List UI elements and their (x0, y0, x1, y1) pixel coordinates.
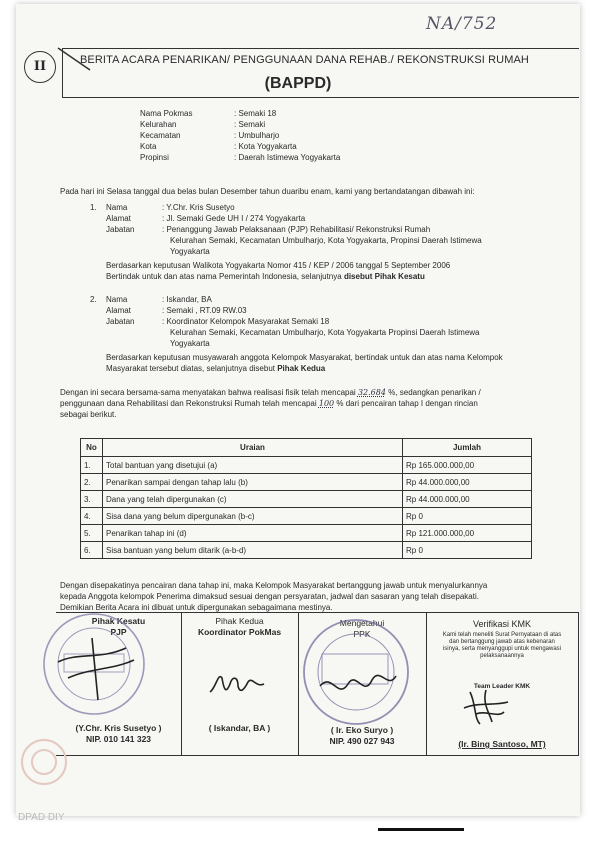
document-title-abbrev: (BAPPD) (264, 75, 332, 92)
column-header: No (81, 439, 103, 457)
statement-line: sebagai berikut. (60, 410, 117, 419)
column-header: Jumlah (403, 439, 532, 457)
identity-value: : Semaki 18 (234, 109, 277, 118)
row-description: Dana yang telah dipergunakan (c) (103, 491, 403, 508)
signatory-name: ( Ir. Eko Suryo ) (330, 725, 394, 735)
signature-role: Pihak Kesatu (91, 616, 146, 626)
document-page (16, 4, 580, 823)
table-row (81, 491, 532, 508)
row-number: 2. (81, 474, 103, 491)
identity-label: Kecamatan (140, 131, 181, 140)
row-number: 5. (81, 525, 103, 542)
identity-value: : Semaki (234, 120, 266, 129)
section-number: II (24, 51, 56, 83)
handwritten-value: 32.684 (357, 388, 386, 397)
party-basis: Berdasarkan keputusan Walikota Yogyakarta Nomor 415 / KEP / 2006 tanggal 5 September 2006 (106, 261, 451, 270)
row-number: 4. (81, 508, 103, 525)
party-number: 1. (90, 203, 97, 212)
kmk-team-leader-label: Team Leader KMK (473, 683, 531, 690)
table-row (81, 508, 532, 525)
signature-iskandar-icon (204, 664, 284, 704)
signature-sub-role: PPK (353, 629, 371, 639)
party-label: Jabatan (106, 317, 135, 326)
row-description: Penarikan tahap ini (d) (103, 525, 403, 542)
row-amount: Rp 44.000.000,00 (403, 491, 532, 508)
row-description: Total bantuan yang disetujui (a) (103, 457, 403, 474)
signatory-name: (Y.Chr. Kris Susetyo ) (75, 723, 162, 733)
party-value: : Jl. Semaki Gede UH I / 274 Yogyakarta (162, 214, 306, 223)
signatory-id: NIP. 490 027 943 (329, 736, 395, 746)
row-amount: Rp 0 (403, 542, 532, 559)
watermark-text: DPAD DIY (18, 812, 65, 823)
table-row (81, 525, 532, 542)
identity-value: : Daerah Istimewa Yogyakarta (234, 153, 341, 162)
row-amount: Rp 44.000.000,00 (403, 474, 532, 491)
signature-role: Pihak Kedua (215, 616, 264, 626)
identity-value: : Kota Yogyakarta (234, 142, 297, 151)
row-number: 1. (81, 457, 103, 474)
party-label: Jabatan (106, 225, 135, 234)
fund-table (80, 438, 532, 559)
signature-role: Mengetahui (339, 618, 385, 628)
party-value: : Iskandar, BA (162, 295, 212, 304)
closing-line: Dengan disepakatinya pencairan dana tahap ini, maka Kelompok Masyarakat bertanggung jawab untuk menyalurkannya (60, 581, 488, 590)
row-description: Sisa bantuan yang belum ditarik (a-b-d) (103, 542, 403, 559)
party-basis: Masyarakat tersebut diatas, selanjutnya disebut Pihak Kedua (106, 364, 326, 373)
party-basis: Bertindak untuk dan atas nama Pemerintah Indonesia, selanjutnya disebut Pihak Kesatu (106, 272, 425, 281)
signatory-name: ( Iskandar, BA ) (208, 723, 271, 733)
row-amount: Rp 165.000.000,00 (403, 457, 532, 474)
handwritten-value: 100 (318, 399, 335, 408)
row-description: Sisa dana yang belum dipergunakan (b-c) (103, 508, 403, 525)
table-row (81, 474, 532, 491)
party-jabatan-cont: Yogyakarta (170, 247, 210, 256)
page-bottom-bar (378, 828, 464, 831)
column-header: Uraian (103, 439, 403, 457)
party-jabatan-cont: Yogyakarta (170, 339, 210, 348)
kmk-verification-note: Kami telah meneliti Surat Pernyataan di atas dan bertanggung jawab atas kebenaran isinya, serta menyanggupi untuk mengawasi pelaksanaannya (442, 632, 562, 659)
party-value: : Y.Chr. Kris Susetyo (162, 203, 235, 212)
table-header-row (81, 439, 532, 457)
dinas-stamp-icon (298, 614, 418, 734)
signature-role: Verifikasi KMK (472, 619, 532, 629)
row-description: Penarikan sampai dengan tahap lalu (b) (103, 474, 403, 491)
row-amount: Rp 121.000.000,00 (403, 525, 532, 542)
intro-text: Pada hari ini Selasa tanggal dua belas bulan Desember tahun duaribu enam, kami yang bertandatangan dibawah ini: (60, 187, 475, 196)
archive-emblem-watermark-icon (18, 732, 70, 802)
party-label: Nama (106, 295, 128, 304)
statement-line: Dengan ini secara bersama-sama menyatakan bahwa realisasi fisik telah mencapai 32.684 %, sedangkan penarikan / (60, 388, 481, 397)
identity-label: Kota (140, 142, 157, 151)
signatory-id: NIP. 010 141 323 (85, 734, 152, 744)
party-value: : Penanggung Jawab Pelaksanaan (PJP) Rehabilitasi/ Rekonstruksi Rumah (162, 225, 431, 234)
table-row (81, 457, 532, 474)
signature-kmk-icon (456, 684, 516, 734)
row-amount: Rp 0 (403, 508, 532, 525)
party-label: Nama (106, 203, 128, 212)
row-number: 6. (81, 542, 103, 559)
signature-sub-role: Koordinator PokMas (197, 627, 282, 637)
signature-sub-role: PJP (110, 627, 127, 637)
document-title: BERITA ACARA PENARIKAN/ PENGGUNAAN DANA REHAB./ REKONSTRUKSI RUMAH (80, 54, 529, 66)
party-label: Alamat (106, 306, 131, 315)
identity-label: Kelurahan (140, 120, 177, 129)
identity-label: Nama Pokmas (140, 109, 193, 118)
party-jabatan-cont: Kelurahan Semaki, Kecamatan Umbulharjo, Kota Yogyakarta, Propinsi Daerah Istimewa (170, 236, 482, 245)
party-value: : Koordinator Kelompok Masyarakat Semaki 18 (162, 317, 330, 326)
party-value: : Semaki , RT.09 RW.03 (162, 306, 247, 315)
handwritten-archive-code: NA/752 (426, 14, 498, 34)
identity-value: : Umbulharjo (234, 131, 280, 140)
kelurahan-stamp-icon (38, 608, 156, 726)
party-number: 2. (90, 295, 97, 304)
closing-line: Demikian Berita Acara ini dibuat untuk dipergunakan sebagaimana mestinya. (60, 603, 333, 612)
closing-line: kepada Anggota kelompok Penerima dimaksud sesuai dengan persyaratan, jadwal dan sasaran yang telah disepakati. (60, 592, 479, 601)
table-row (81, 542, 532, 559)
party-jabatan-cont: Kelurahan Semaki, Kecamatan Umbulharjo, Kota Yogyakarta Propinsi Daerah Istimewa (170, 328, 480, 337)
row-number: 3. (81, 491, 103, 508)
statement-line: penggunaan dana Rehabilitasi dan Rekonstruksi Rumah telah mencapai 100 % dari pencairan tahap I dengan rincian (60, 399, 478, 408)
identity-label: Propinsi (140, 153, 169, 162)
party-basis: Berdasarkan keputusan musyawarah anggota Kelompok Masyarakat, bertindak untuk dan atas nama Kelompok (106, 353, 503, 362)
signatory-name: (Ir. Bing Santoso, MT) (458, 739, 546, 749)
party-label: Alamat (106, 214, 131, 223)
